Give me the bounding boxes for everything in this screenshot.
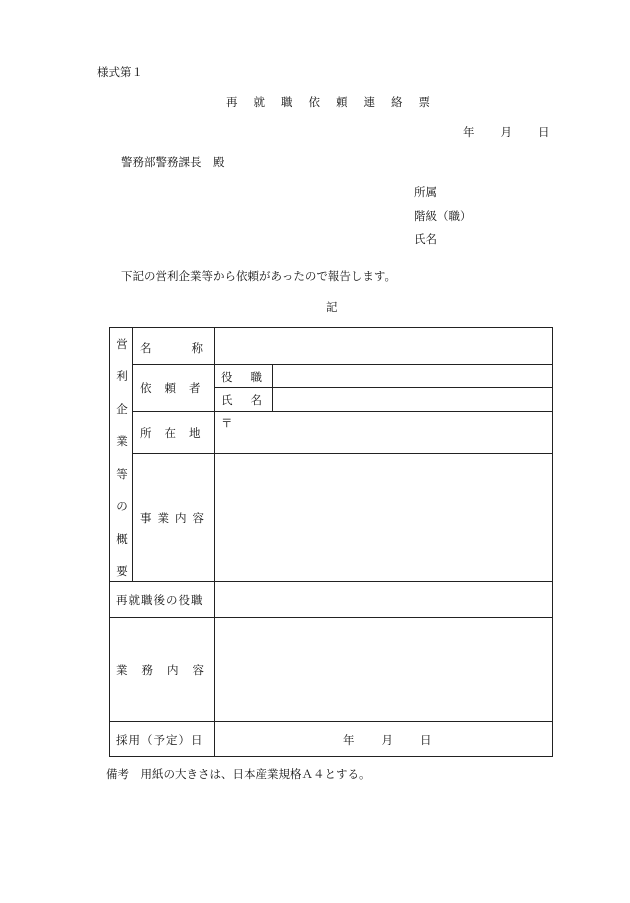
- hire-date-label: 採用（予定）日: [116, 733, 204, 747]
- hire-date-month: 月: [381, 733, 393, 747]
- overview-char: 業: [116, 434, 128, 448]
- requester-name-label: 氏名: [221, 393, 280, 407]
- sender-name: 氏名: [414, 232, 437, 246]
- overview-char: 概: [116, 532, 128, 546]
- overview-char: 利: [116, 369, 128, 383]
- requester-label: 依頼者: [140, 381, 214, 395]
- overview-char: 要: [116, 564, 128, 578]
- duties-label: 業務内容: [116, 663, 218, 677]
- business-label: 事業内容: [140, 511, 210, 525]
- hire-date-year: 年: [343, 733, 355, 747]
- requester-position-label: 役職: [221, 370, 280, 384]
- postal-mark: 〒: [221, 416, 233, 430]
- hire-date-day: 日: [420, 733, 432, 747]
- ki-heading: 記: [326, 300, 338, 314]
- sender-rank: 階級（職）: [414, 209, 472, 223]
- report-table: [109, 327, 553, 757]
- overview-char: 企: [116, 402, 128, 416]
- post-role-label: 再就職後の役職: [116, 593, 204, 607]
- company-name-label: 名称: [140, 341, 243, 355]
- intro-text: 下記の営利企業等から依頼があったので報告します。: [121, 269, 396, 283]
- report-date-month: 月: [500, 125, 512, 139]
- overview-char: 等: [116, 467, 128, 481]
- report-date-year: 年: [463, 125, 475, 139]
- overview-char: の: [116, 499, 128, 513]
- sender-affiliation: 所属: [414, 185, 437, 199]
- location-label: 所在地: [140, 426, 214, 440]
- hire-date-value: [343, 732, 432, 748]
- form-title: 再就職依頼連絡票: [226, 95, 446, 109]
- remark-note: 備考 用紙の大きさは、日本産業規格Ａ４とする。: [106, 767, 371, 781]
- form-number: 様式第１: [97, 65, 143, 79]
- report-date: [463, 124, 550, 140]
- overview-char: 営: [116, 337, 128, 351]
- report-date-day: 日: [538, 125, 550, 139]
- addressee: 警務部警務課長 殿: [121, 155, 225, 169]
